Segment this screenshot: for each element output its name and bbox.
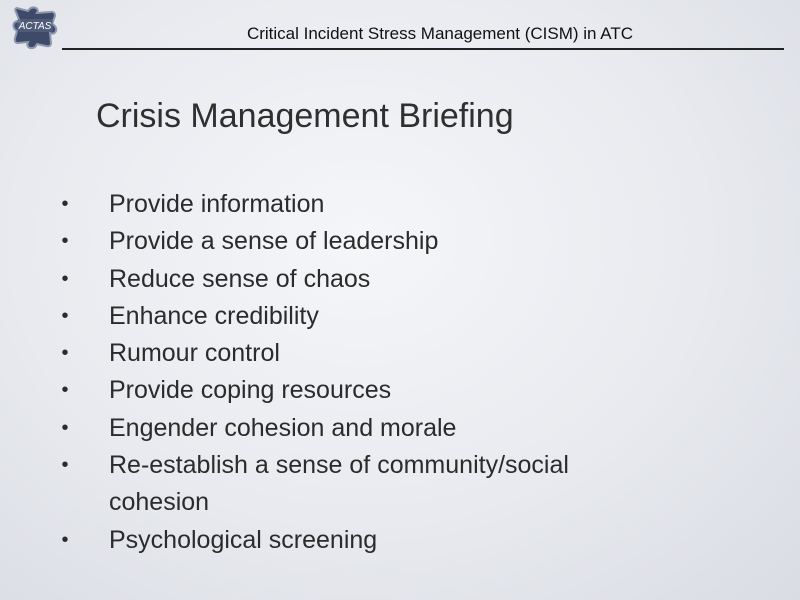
list-item bbox=[0, 522, 800, 559]
bullet-icon: • bbox=[61, 193, 69, 215]
bullet-icon: • bbox=[61, 454, 69, 477]
bullet-icon: • bbox=[61, 416, 69, 439]
bullet-text: Provide a sense of leadership bbox=[109, 227, 439, 256]
bullet-icon: • bbox=[61, 528, 69, 551]
logo-text: ACTAS bbox=[18, 21, 52, 32]
list-item bbox=[0, 410, 800, 447]
list-item bbox=[0, 186, 800, 223]
bullet-text: Engender cohesion and morale bbox=[109, 413, 457, 442]
list-item bbox=[0, 261, 800, 298]
bullet-icon: • bbox=[61, 304, 69, 327]
header-title: Critical Incident Stress Management (CISM) in ATC bbox=[246, 24, 634, 43]
bullet-text: Reduce sense of chaos bbox=[109, 264, 371, 293]
bullet-icon: • bbox=[61, 342, 69, 365]
bullet-text: Enhance credibility bbox=[109, 301, 319, 330]
bullet-text: Re-establish a sense of community/social cohesion bbox=[109, 451, 569, 517]
actas-logo bbox=[10, 6, 60, 50]
header-divider bbox=[62, 48, 784, 50]
bullet-icon: • bbox=[61, 379, 69, 402]
bullet-text: Provide coping resources bbox=[109, 376, 392, 405]
list-item bbox=[0, 298, 800, 335]
bullet-list bbox=[0, 186, 800, 559]
bullet-text: Rumour control bbox=[109, 339, 280, 368]
bullet-icon: • bbox=[61, 230, 69, 253]
bullet-icon: • bbox=[61, 267, 69, 290]
list-item bbox=[0, 372, 800, 409]
bullet-text: Psychological screening bbox=[109, 525, 378, 554]
list-item bbox=[0, 335, 800, 372]
list-item bbox=[0, 223, 800, 260]
list-item bbox=[0, 447, 800, 522]
slide-title: Crisis Management Briefing bbox=[96, 97, 514, 135]
bullet-text: Provide information bbox=[109, 190, 325, 218]
